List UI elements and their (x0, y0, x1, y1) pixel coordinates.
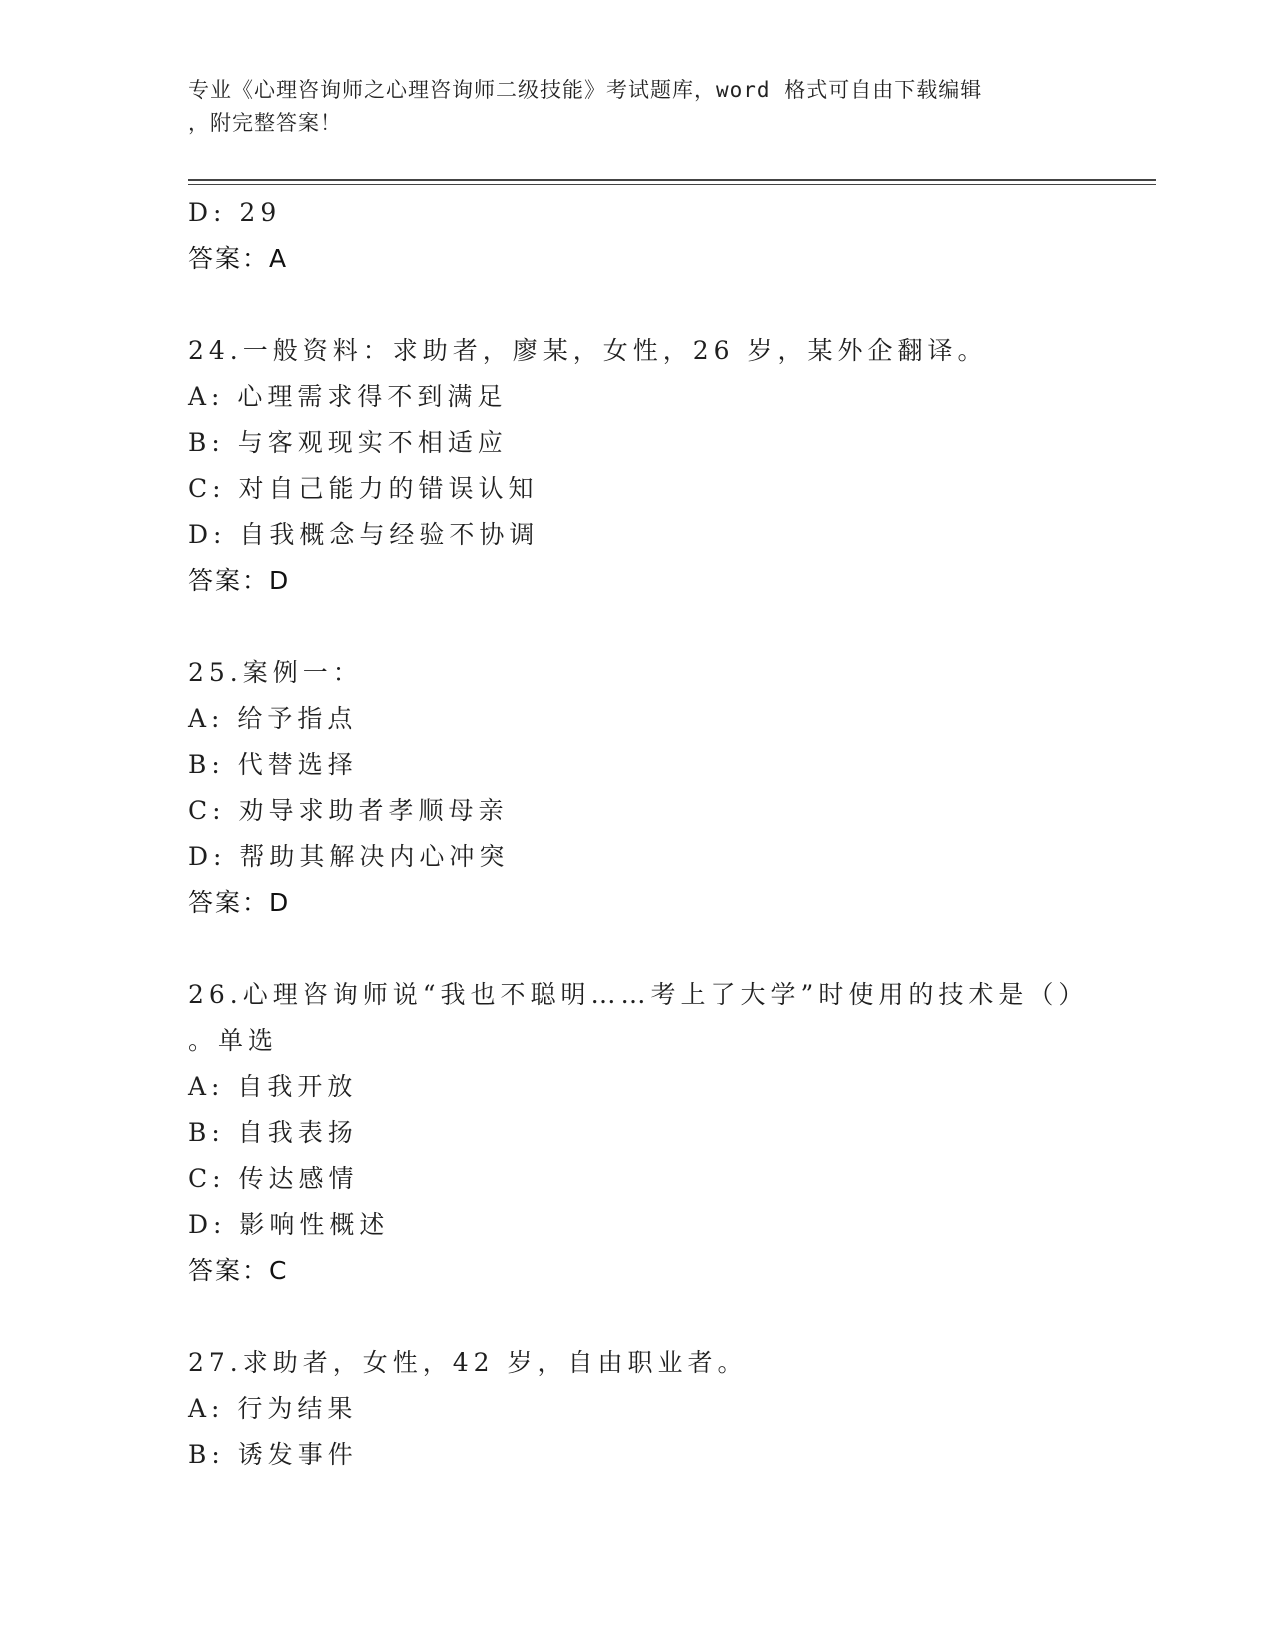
option-b: B: 代替选择 (188, 750, 358, 779)
option-b: B: 与客观现实不相适应 (188, 428, 508, 457)
option-d: D: 自我概念与经验不协调 (188, 520, 540, 549)
question-stem: 25.案例一： (188, 658, 363, 687)
spacer (188, 926, 1088, 972)
option-c: C: 对自己能力的错误认知 (188, 474, 539, 503)
option-a: A: 心理需求得不到满足 (188, 382, 508, 411)
prev-option-d: D: 29 (188, 198, 282, 227)
option-a: A: 行为结果 (188, 1394, 358, 1423)
option-a: A: 给予指点 (188, 704, 358, 733)
question-24 (188, 328, 1088, 604)
option-d: D: 帮助其解决内心冲突 (188, 842, 510, 871)
option-b: B: 诱发事件 (188, 1440, 358, 1469)
header-line-1: 专业《心理咨询师之心理咨询师二级技能》考试题库，word 格式可自由下载编辑 (188, 78, 983, 102)
prev-answer: 答案：A (188, 244, 289, 273)
option-b: B: 自我表扬 (188, 1118, 358, 1147)
question-25 (188, 650, 1088, 926)
answer-label: 答案：D (188, 566, 291, 595)
header-divider-thick (188, 179, 1156, 181)
option-c: C: 劝导求助者孝顺母亲 (188, 796, 509, 825)
question-stem-line-1: 26.心理咨询师说“我也不聪明……考上了大学”时使用的技术是（） (188, 980, 1089, 1009)
answer-label: 答案：D (188, 888, 291, 917)
question-content (188, 190, 1088, 1478)
document-header (188, 74, 1088, 140)
spacer (188, 604, 1088, 650)
question-stem-line-2: 。单选 (188, 1026, 279, 1055)
question-27 (188, 1340, 1088, 1478)
question-stem: 24.一般资料：求助者，廖某，女性，26 岁，某外企翻译。 (188, 336, 988, 365)
answer-label: 答案：C (188, 1256, 289, 1285)
question-26 (188, 972, 1088, 1294)
spacer (188, 1294, 1088, 1340)
spacer (188, 282, 1088, 328)
option-c: C: 传达感情 (188, 1164, 359, 1193)
header-line-2: ，附完整答案！ (188, 111, 342, 135)
option-a: A: 自我开放 (188, 1072, 358, 1101)
header-divider-thin (188, 184, 1156, 185)
question-stem: 27.求助者，女性，42 岁，自由职业者。 (188, 1348, 748, 1377)
option-d: D: 影响性概述 (188, 1210, 390, 1239)
